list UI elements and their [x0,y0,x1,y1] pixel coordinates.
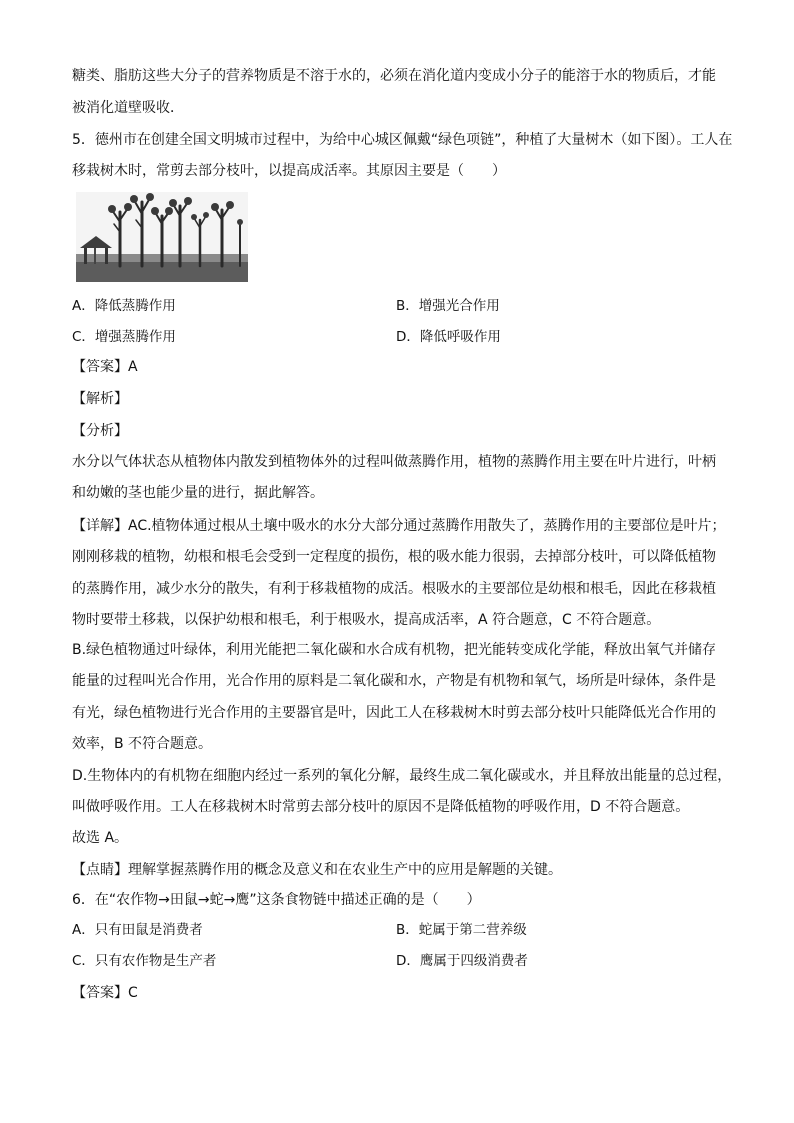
question-5-tip: 【点睛】理解掌握蒸腾作用的概念及意义和在农业生产中的应用是解题的关键。 [72,862,562,878]
question-5-b-line-1: B.绿色植物通过叶绿体，利用光能把二氧化碳和水合成有机物，把光能转变成化学能，释放出氧气并储存 [72,642,717,658]
question-5-analysis-heading: 【解析】 [72,391,128,407]
question-5-choose: 故选 A。 [72,830,129,846]
question-6-stem: 6．在“农作物→田鼠→蛇→鹰”这条食物链中描述正确的是（ ） [72,892,481,908]
question-5-stem-line-2: 移栽树木时，常剪去部分枝叶，以提高成活率。其原因主要是（ ） [72,163,506,179]
question-5-answer: 【答案】A [72,359,138,375]
question-5-option-a: A．降低蒸腾作用 [72,298,176,314]
question-6-option-b: B．蛇属于第二营养级 [396,922,527,938]
question-5-fenxi-line-2: 和幼嫩的茎也能少量的进行，据此解答。 [72,485,324,501]
question-5-detail-line-1: 【详解】AC.植物体通过根从土壤中吸水的水分大部分通过蒸腾作用散失了，蒸腾作用的主要部位是叶片； [72,518,726,534]
question-6-option-a: A．只有田鼠是消费者 [72,922,203,938]
question-5-stem-line-1: 5．德州市在创建全国文明城市过程中，为给中心城区佩戴“绿色项链”，种植了大量树木（如下图）。工人在 [72,132,733,148]
question-5-detail-line-2: 刚刚移栽的植物，幼根和根毛会受到一定程度的损伤，根的吸水能力很弱，去掉部分枝叶，可以降低植物 [72,549,716,565]
question-5-detail-line-3: 的蒸腾作用，减少水分的散失，有利于移栽植物的成活。根吸水的主要部位是幼根和根毛，因此在移栽植 [72,581,716,597]
question-5-b-line-2: 能量的过程叫光合作用，光合作用的原料是二氧化碳和水，产物是有机物和氧气，场所是叶绿体，条件是 [72,673,716,689]
question-6-answer: 【答案】C [72,985,138,1001]
question-5-b-line-4: 效率，B 不符合题意。 [72,736,213,752]
intro-line-1: 糖类、脂肪这些大分子的营养物质是不溶于水的，必须在消化道内变成小分子的能溶于水的物质后，才能 [72,68,716,84]
question-5-b-line-3: 有光，绿色植物进行光合作用的主要器官是叶，因此工人在移栽树木时剪去部分枝叶只能降低光合作用的 [72,705,716,721]
tree-planting-photo [76,192,248,282]
question-5-detail-line-4: 物时要带土移栽，以保护幼根和根毛，利于根吸水，提高成活率，A 符合题意，C 不符合题意。 [72,612,661,628]
question-5-fenxi-line-1: 水分以气体状态从植物体内散发到植物体外的过程叫做蒸腾作用，植物的蒸腾作用主要在叶片进行，叶柄 [72,454,716,470]
question-5-option-b: B．增强光合作用 [396,298,500,314]
question-5-fenxi-heading: 【分析】 [72,423,128,439]
question-5-option-c: C．增强蒸腾作用 [72,329,176,345]
question-6-option-d: D．鹰属于四级消费者 [396,953,528,969]
intro-line-2: 被消化道壁吸收． [72,100,184,116]
tree-planting-illustration [76,192,248,282]
question-5-d-line-2: 叫做呼吸作用。工人在移栽树木时常剪去部分枝叶的原因不是降低植物的呼吸作用，D 不符合题意。 [72,799,690,815]
question-5-option-d: D．降低呼吸作用 [396,329,501,345]
question-6-option-c: C．只有农作物是生产者 [72,953,217,969]
question-5-d-line-1: D.生物体内的有机物在细胞内经过一系列的氧化分解，最终生成二氧化碳或水，并且释放出能量的总过程， [72,768,732,784]
